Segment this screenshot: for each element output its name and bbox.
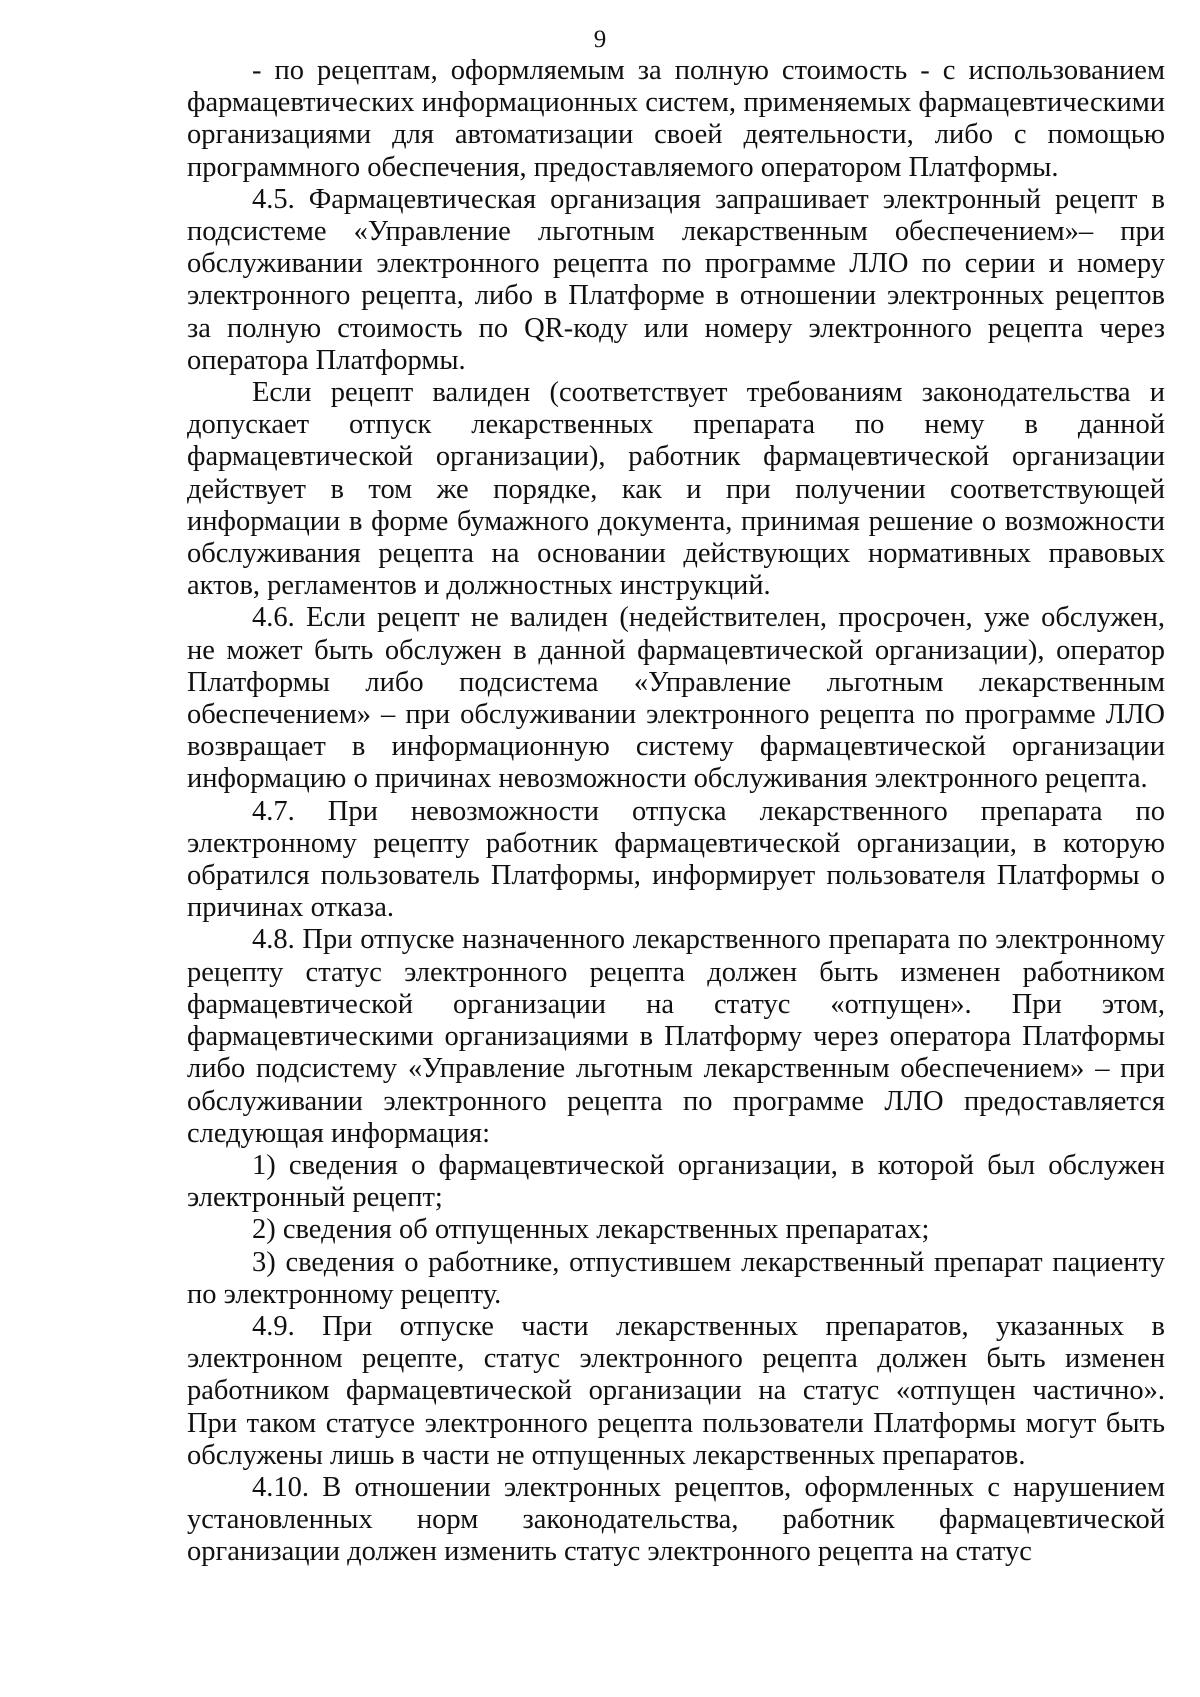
paragraph-4-6: 4.6. Если рецепт не валиден (недействителен, просрочен, уже обслужен, не может быть обслужен в данной фармацевтической организации), оператор Платформы либо подсистема «Управление льготным лекарственным обеспечением» – при обслуживании электронного рецепта по программе ЛЛО возвращает в информационную систему фармацевтической организации информацию о причинах невозможности обслуживания электронного рецепта.	[187, 602, 1165, 795]
list-item-2: 2) сведения об отпущенных лекарственных препаратах;	[252, 1214, 930, 1246]
paragraph-4-7: 4.7. При невозможности отпуска лекарственного препарата по электронному рецепту работник фармацевтической организации, в которую обратился пользователь Платформы, информирует пользователя Платформы о причинах отказа.	[187, 795, 1165, 924]
list-item-1: 1) сведения о фармацевтической организации, в которой был обслужен электронный рецепт;	[187, 1149, 1165, 1214]
paragraph-full-cost-recipes: - по рецептам, оформляемым за полную стоимость - с использованием фармацевтических информационных систем, применяемых фармацевтическими организациями для автоматизации своей деятельности, либо с помощью программного обеспечения, предоставляемого оператором Платформы.	[187, 55, 1165, 183]
paragraph-4-8: 4.8. При отпуске назначенного лекарственного препарата по электронному рецепту статус электронного рецепта должен быть изменен работником фармацевтической организации на статус «отпущен». При этом, фармацевтическими организациями в Платформу через оператора Платформы либо подсистему «Управление льготным лекарственным обеспечением» – при обслуживании электронного рецепта по программе ЛЛО предоставляется следующая информация:	[187, 924, 1165, 1149]
paragraph-4-10: 4.10. В отношении электронных рецептов, оформленных с нарушением установленных норм законодательства, работник фармацевтической организации должен изменить статус электронного рецепта на статус	[187, 1471, 1165, 1568]
page-number: 9	[593, 26, 607, 53]
paragraph-recipe-valid: Если рецепт валиден (соответствует требованиям законодательства и допускает отпуск лекарственных препарата по нему в данной фармацевтической организации), работник фармацевтической организации действует в том же порядке, как и при получении соответствующей информации в форме бумажного документа, принимая решение о возможности обслуживания рецепта на основании действующих нормативных правовых актов, регламентов и должностных инструкций.	[187, 377, 1165, 602]
document-body	[187, 55, 1165, 1569]
paragraph-4-5: 4.5. Фармацевтическая организация запрашивает электронный рецепт в подсистеме «Управление льготным лекарственным обеспечением»– при обслуживании электронного рецепта по программе ЛЛО по серии и номеру электронного рецепта, либо в Платформе в отношении электронных рецептов за полную стоимость по QR-коду или номеру электронного рецепта через оператора Платформы.	[187, 183, 1165, 376]
list-item-3: 3) сведения о работнике, отпустившем лекарственный препарат пациенту по электронному рецепту.	[187, 1246, 1165, 1310]
paragraph-4-9: 4.9. При отпуске части лекарственных препаратов, указанных в электронном рецепте, статус электронного рецепта должен быть изменен работником фармацевтической организации на статус «отпущен частично». При таком статусе электронного рецепта пользователи Платформы могут быть обслужены лишь в части не отпущенных лекарственных препаратов.	[187, 1310, 1165, 1471]
